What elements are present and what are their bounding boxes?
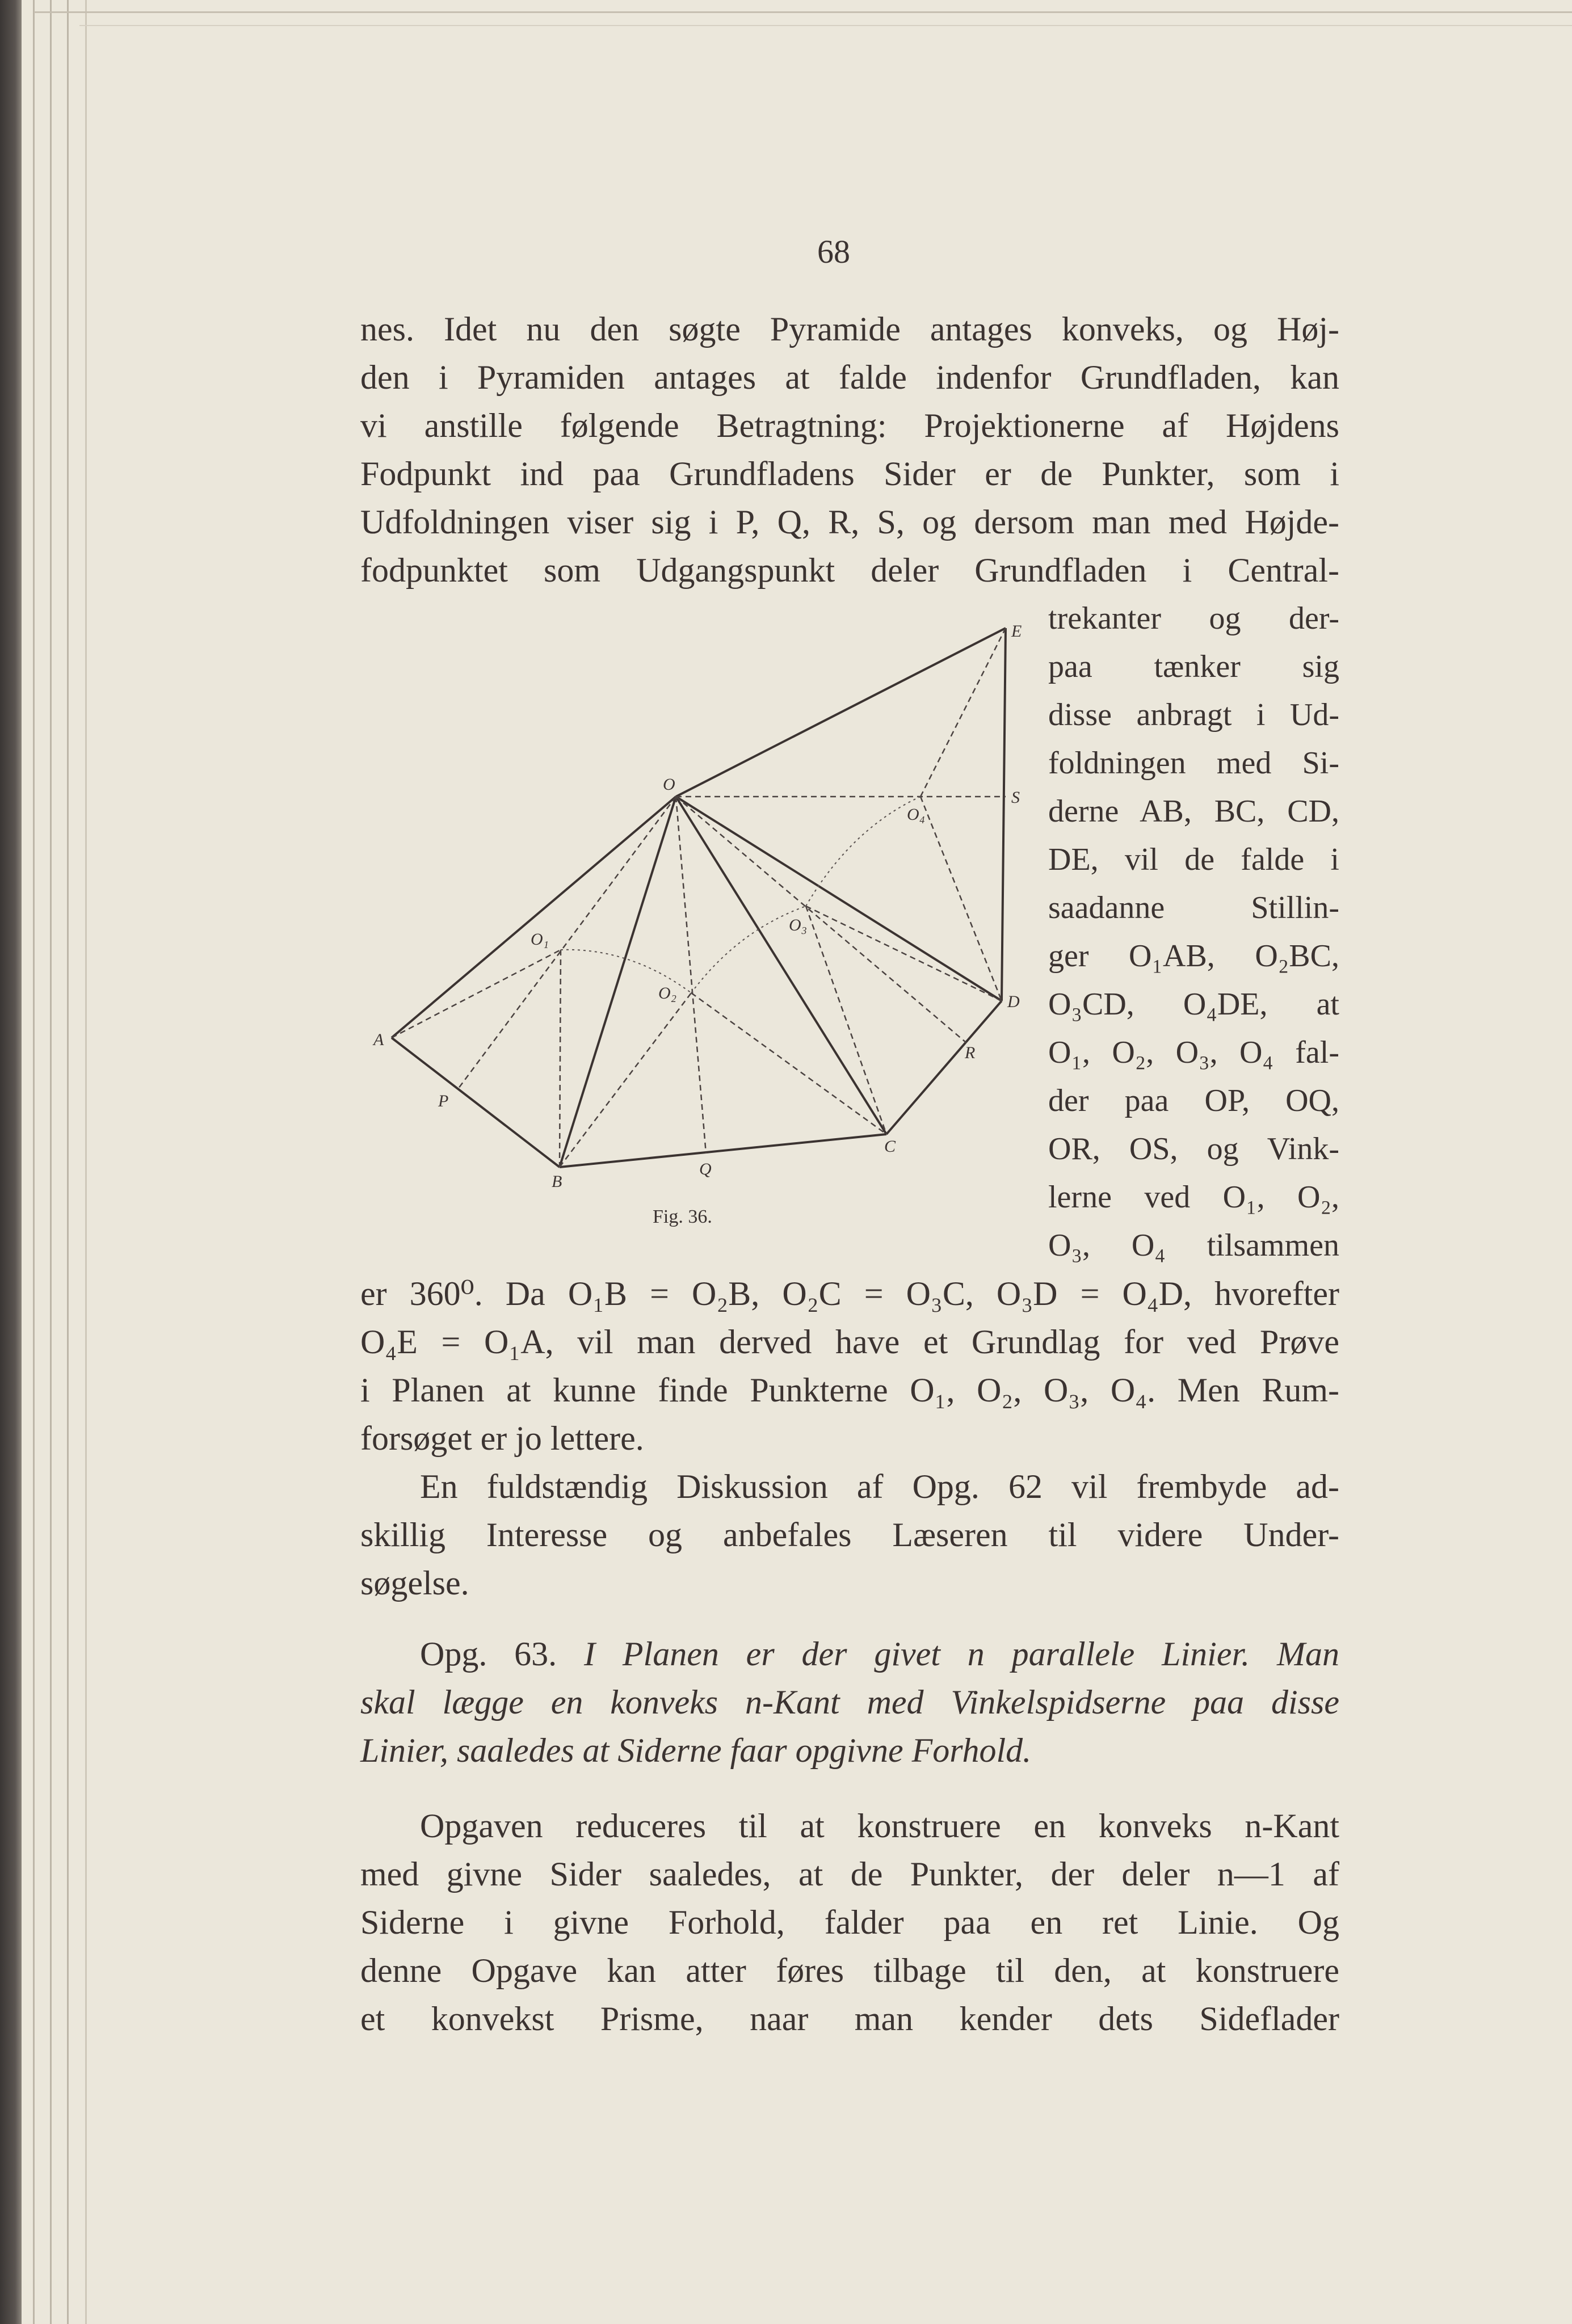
- text-line: et konvekst Prisme, naar man kender dets Sideflader: [360, 2000, 1339, 2037]
- book-binding: [0, 0, 22, 2324]
- label-S: S: [1011, 788, 1020, 807]
- paragraph-gap: [360, 1607, 1339, 1630]
- label-O4: O₄: [907, 805, 926, 824]
- text-line: den i Pyramiden antages at falde indenfor Grundfladen, kan: [360, 359, 1339, 396]
- text-line: er 360⁰. Da O₁B = O₂B, O₂C = O₃C, O₃D = O₄D, hvorefter: [360, 1275, 1339, 1312]
- text-line: skillig Interesse og anbefales Læseren til videre Under-: [360, 1516, 1339, 1553]
- text-line: Siderne i givne Forhold, falder paa en ret Linie. Og: [360, 1904, 1339, 1941]
- text-line: Linier, saaledes at Siderne faar opgivne Forhold.: [360, 1732, 1032, 1769]
- text-line: O₄E = O₁A, vil man derved have et Grundlag for ved Prøve: [360, 1323, 1339, 1361]
- label-O3: O₃: [789, 916, 808, 934]
- text-line: O₃CD, O₄DE, at: [1048, 987, 1339, 1022]
- text-line: paa tænker sig: [1048, 649, 1339, 684]
- label-D: D: [1007, 992, 1020, 1011]
- body-text: [360, 305, 1339, 2043]
- label-E: E: [1011, 622, 1022, 641]
- text-line: fodpunktet som Udgangspunkt deler Grundfladen i Central-: [360, 551, 1339, 589]
- text-line: Udfoldningen viser sig i P, Q, R, S, og dersom man med Højde-: [360, 503, 1339, 541]
- text-line: i Planen at kunne finde Punkterne O₁, O₂, O₃, O₄. Men Rum-: [360, 1371, 1339, 1409]
- page-number: 68: [817, 233, 850, 270]
- text-line: der paa OP, OQ,: [1048, 1083, 1339, 1118]
- text-line: nes. Idet nu den søgte Pyramide antages konveks, og Høj-: [360, 310, 1339, 348]
- text-line: trekanter og der-: [1048, 601, 1339, 636]
- text-line: denne Opgave kan atter føres tilbage til den, at konstruere: [360, 1952, 1339, 1989]
- text-line: Opgaven reduceres til at konstruere en konveks n-Kant: [420, 1807, 1339, 1845]
- label-P: P: [438, 1092, 449, 1110]
- text-line: foldningen med Si-: [1048, 746, 1339, 781]
- text-line: ger O₁AB, O₂BC,: [1048, 938, 1339, 974]
- label-O2: O₂: [658, 984, 677, 1003]
- figure-caption: Fig. 36.: [653, 1206, 712, 1227]
- label-B: B: [552, 1172, 562, 1191]
- page-edge: [85, 0, 87, 2324]
- text-line: vi anstille følgende Betragtning: Projektionerne af Højdens: [360, 407, 1339, 444]
- exercise-label: Opg. 63.: [420, 1635, 557, 1673]
- exercise-statement: I Planen er der givet n parallele Linier. Man: [584, 1635, 1339, 1673]
- paragraph-gap: [360, 1775, 1339, 1802]
- label-A: A: [373, 1030, 384, 1049]
- label-Q: Q: [699, 1160, 712, 1178]
- text-line: DE, vil de falde i: [1048, 842, 1339, 877]
- text-line: lerne ved O₁, O₂,: [1048, 1180, 1339, 1215]
- text-line: søgelse.: [360, 1564, 469, 1602]
- text-line: O₃, O₄ tilsammen: [1048, 1228, 1339, 1263]
- text-line: OR, OS, og Vink-: [1048, 1131, 1339, 1167]
- text-line: disse anbragt i Ud-: [1048, 697, 1339, 732]
- text-line: saadanne Stillin-: [1048, 890, 1339, 925]
- label-O: O: [663, 775, 675, 794]
- text-line: O₁, O₂, O₃, O₄ fal-: [1048, 1035, 1339, 1070]
- text-line: forsøget er jo lettere.: [360, 1420, 644, 1457]
- page-edge: [33, 0, 35, 2324]
- text-line: derne AB, BC, CD,: [1048, 794, 1339, 829]
- page-top-edge: [79, 25, 1572, 26]
- label-R: R: [965, 1043, 976, 1062]
- page-edge: [50, 0, 52, 2324]
- page-edge: [67, 0, 69, 2324]
- label-O1: O₁: [531, 930, 549, 949]
- text-line: skal lægge en konveks n-Kant med Vinkelspidserne paa disse: [360, 1683, 1339, 1721]
- text-line: En fuldstændig Diskussion af Opg. 62 vil frembyde ad-: [420, 1468, 1339, 1505]
- page-top-edge: [34, 11, 1572, 13]
- text-line: Fodpunkt ind paa Grundfladens Sider er de Punkter, som i: [360, 455, 1339, 492]
- text-line: med givne Sider saaledes, at de Punkter, der deler n—1 af: [360, 1855, 1339, 1893]
- label-C: C: [884, 1137, 896, 1156]
- text-line: [360, 1630, 1339, 1678]
